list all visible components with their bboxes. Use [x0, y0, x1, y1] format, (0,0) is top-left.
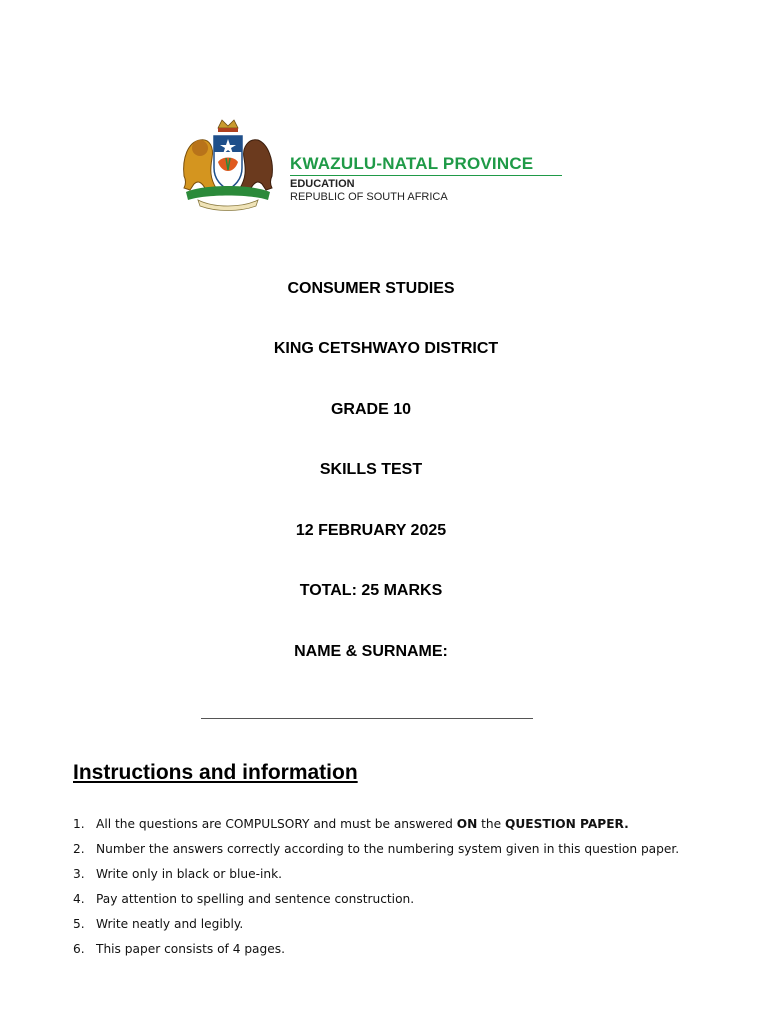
list-item	[73, 939, 679, 964]
list-item	[73, 914, 679, 939]
item-emphasis: QUESTION PAPER.	[505, 817, 629, 831]
grade-heading: GRADE 10	[330, 401, 412, 418]
item-text: Pay attention to spelling and sentence construction.	[96, 892, 415, 906]
test-type-heading: SKILLS TEST	[319, 461, 423, 478]
list-item	[73, 839, 679, 864]
district-heading: KING CETSHWAYO DISTRICT	[273, 340, 499, 357]
item-emphasis: ON	[456, 817, 478, 831]
name-surname-label: NAME & SURNAME:	[294, 643, 448, 660]
item-number: 4.	[73, 892, 85, 906]
item-text: Number the answers correctly according to the numbering system given in this question paper.	[96, 842, 680, 856]
department-logo	[180, 118, 564, 214]
republic-name: REPUBLIC OF SOUTH AFRICA	[290, 191, 448, 203]
item-number: 2.	[73, 842, 85, 856]
item-text: Write neatly and legibly.	[96, 917, 244, 931]
item-text: All the questions are COMPULSORY and must be answered	[96, 817, 457, 831]
item-number: 5.	[73, 917, 85, 931]
list-item	[73, 814, 679, 839]
date-heading: 12 FEBRUARY 2025	[295, 522, 447, 539]
item-number: 3.	[73, 867, 85, 881]
province-title: KWAZULU-NATAL PROVINCE	[290, 154, 534, 173]
item-text: the	[477, 817, 506, 831]
item-text: Write only in black or blue-ink.	[96, 867, 283, 881]
list-item	[73, 864, 679, 889]
total-marks-heading: TOTAL: 25 MARKS	[299, 582, 443, 599]
list-item	[73, 889, 679, 914]
item-text: This paper consists of 4 pages.	[96, 942, 285, 956]
instructions-list	[73, 814, 679, 964]
department-name: EDUCATION	[290, 178, 355, 190]
title-divider	[290, 175, 562, 176]
item-number: 6.	[73, 942, 85, 956]
instructions-title: Instructions and information	[73, 761, 358, 784]
item-number: 1.	[73, 817, 85, 831]
name-answer-line[interactable]	[201, 718, 533, 719]
coat-of-arms-icon	[180, 118, 276, 214]
subject-heading: CONSUMER STUDIES	[287, 280, 455, 297]
